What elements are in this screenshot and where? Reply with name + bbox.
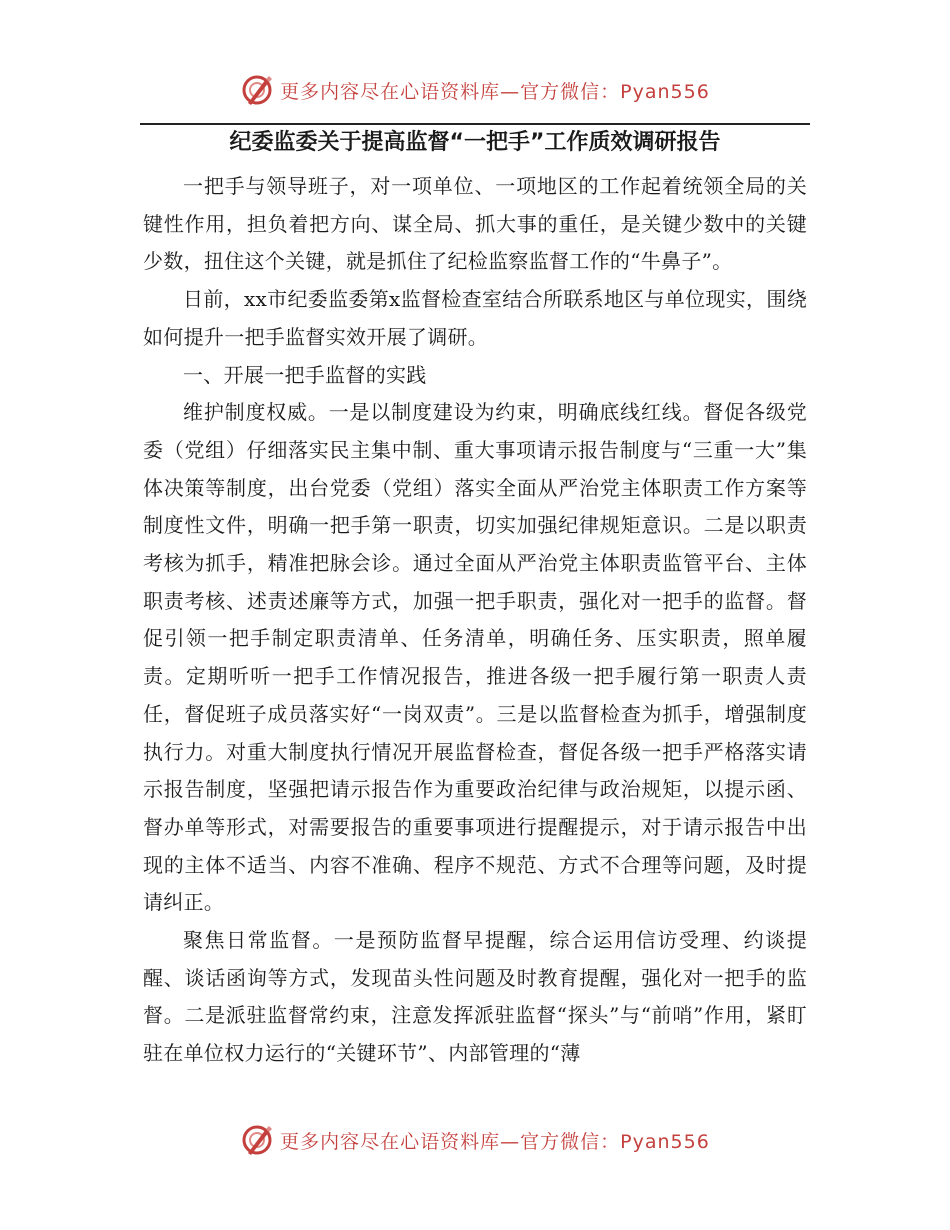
- paragraph-institutional-authority: 维护制度权威。一是以制度建设为约束，明确底线红线。督促各级党委（党组）仔细落实民主集中制、重大事项请示报告制度与“三重一大”集体决策等制度，出台党委（党组）落实全面从严治党主体职责工作方案等制度性文件，明确一把手第一职责，切实加强纪律规矩意识。二是以职责考核为抓手，精准把脉会诊。通过全面从严治党主体职责监管平台、主体职责考核、述责述廉等方式，加强一把手职责，强化对一把手的监督。督促引领一把手制定职责清单、任务清单，明确任务、压实职责，照单履责。定期听听一把手工作情况报告，推进各级一把手履行第一职责人责任，督促班子成员落实好“一岗双责”。三是以监督检查为抓手，增强制度执行力。对重大制度执行情况开展监督检查，督促各级一把手严格落实请示报告制度，坚强把请示报告作为重要政治纪律与政治规矩，以提示函、督办单等形式，对需要报告的重要事项进行提醒提示，对于请示报告中出现的主体不适当、内容不准确、程序不规范、方式不合理等问题，及时提请纠正。: [143, 400, 807, 915]
- paragraph-intro: 一把手与领导班子，对一项单位、一项地区的工作起着统领全局的关键性作用，担负着把方向、谋全局、抓大事的重任，是关键少数中的关键少数，扭住这个关键，就是抓住了纪检监察监督工作的“牛鼻子”。: [143, 174, 807, 274]
- section-heading: 一、开展一把手监督的实践: [183, 362, 427, 387]
- footer-watermark-banner: [0, 1120, 950, 1160]
- watermark-text: 更多内容尽在心语资料库—官方微信：Pyan556: [280, 1130, 710, 1153]
- pen-logo-icon: [240, 1123, 274, 1157]
- document-title: 纪委监委关于提高监督“一把手”工作质效调研报告: [229, 130, 721, 155]
- header-watermark-banner: [0, 70, 950, 110]
- paragraph-context: 日前，xx市纪委监委第x监督检查室结合所联系地区与单位现实，围绕如何提升一把手监督实效开展了调研。: [143, 287, 807, 349]
- document-body: [143, 168, 807, 1073]
- pen-logo-icon: [240, 73, 274, 107]
- paragraph-daily-supervision: 聚焦日常监督。一是预防监督早提醒，综合运用信访受理、约谈提醒、谈话函询等方式，发现苗头性问题及时教育提醒，强化对一把手的监督。二是派驻监督常约束，注意发挥派驻监督“探头”与“前哨”作用，紧盯驻在单位权力运行的“关键环节”、内部管理的“薄: [143, 928, 807, 1066]
- header-divider: [140, 123, 810, 125]
- watermark-text: 更多内容尽在心语资料库—官方微信：Pyan556: [280, 80, 710, 103]
